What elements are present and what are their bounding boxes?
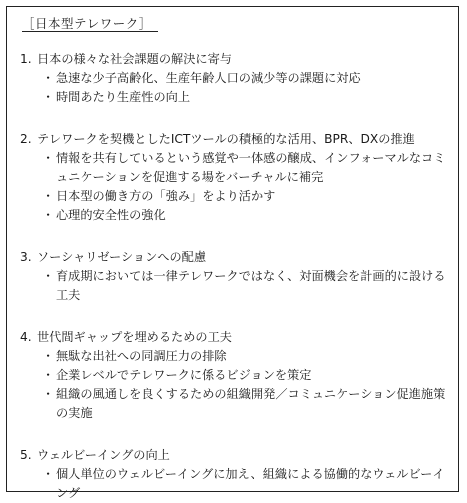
section-heading-text: テレワークを契機としたICTツールの積極的な活用、BPR、DXの推進: [37, 132, 415, 146]
section-heading: [20, 50, 448, 69]
section-heading: [20, 130, 448, 149]
bullet-text: 急速な少子高齢化、生産年齢人口の減少等の課題に対応: [56, 71, 361, 85]
bullet-text: 心理的安全性の強化: [56, 208, 166, 222]
bullet-dot-icon: ・: [42, 467, 55, 481]
title-underline: [22, 31, 158, 32]
section-5: [20, 446, 448, 503]
bullet-item: [20, 465, 448, 503]
section-2: [20, 130, 448, 225]
bullet-dot-icon: ・: [42, 368, 55, 382]
section-4: [20, 328, 448, 423]
bullet-text: 組織の風通しを良くするための組織開発／コミュニケーション促進施策の実施: [56, 387, 446, 420]
section-heading: [20, 446, 448, 465]
section-1: [20, 50, 448, 107]
bullet-item: [20, 347, 448, 366]
bullet-item: [20, 149, 448, 187]
bullet-text: 無駄な出社への同調圧力の排除: [56, 349, 227, 363]
bullet-dot-icon: ・: [42, 71, 55, 85]
section-heading-text: ウェルビーイングの向上: [37, 448, 170, 462]
bullet-dot-icon: ・: [42, 387, 55, 401]
document-body: [20, 50, 448, 503]
bullet-item: [20, 69, 448, 88]
bullet-item: [20, 206, 448, 225]
bullet-dot-icon: ・: [42, 151, 55, 165]
bullet-dot-icon: ・: [42, 208, 55, 222]
section-number: 1.: [20, 52, 32, 66]
bullet-item: [20, 366, 448, 385]
bullet-text: 個人単位のウェルビーイングに加え、組織による協働的なウェルビーイング: [56, 467, 445, 500]
section-heading: [20, 248, 448, 267]
section-heading-text: ソーシャリゼーションへの配慮: [37, 250, 207, 264]
bullet-dot-icon: ・: [42, 90, 55, 104]
bullet-item: [20, 385, 448, 423]
bullet-dot-icon: ・: [42, 269, 55, 283]
section-number: 2.: [20, 132, 32, 146]
document-title: ［日本型テレワーク］: [22, 16, 152, 31]
bullet-item: [20, 267, 448, 305]
bullet-dot-icon: ・: [42, 349, 55, 363]
bullet-text: 企業レベルでテレワークに係るビジョンを策定: [56, 368, 312, 382]
bullet-item: [20, 187, 448, 206]
bullet-text: 日本型の働き方の「強み」をより活かす: [56, 189, 276, 203]
bullet-dot-icon: ・: [42, 189, 55, 203]
section-heading: [20, 328, 448, 347]
section-number: 5.: [20, 448, 32, 462]
section-number: 3.: [20, 250, 32, 264]
section-heading-text: 日本の様々な社会課題の解決に寄与: [37, 52, 232, 66]
bullet-text: 時間あたり生産性の向上: [56, 90, 191, 104]
bullet-text: 育成期においては一律テレワークではなく、対面機会を計画的に設ける工夫: [56, 269, 446, 302]
section-number: 4.: [20, 330, 32, 344]
section-3: [20, 248, 448, 305]
bullet-text: 情報を共有しているという感覚や一体感の醸成、インフォーマルなコミュニケーションを促進する場をバーチャルに補完: [56, 151, 446, 184]
bullet-item: [20, 88, 448, 107]
section-heading-text: 世代間ギャップを埋めるための工夫: [37, 330, 232, 344]
